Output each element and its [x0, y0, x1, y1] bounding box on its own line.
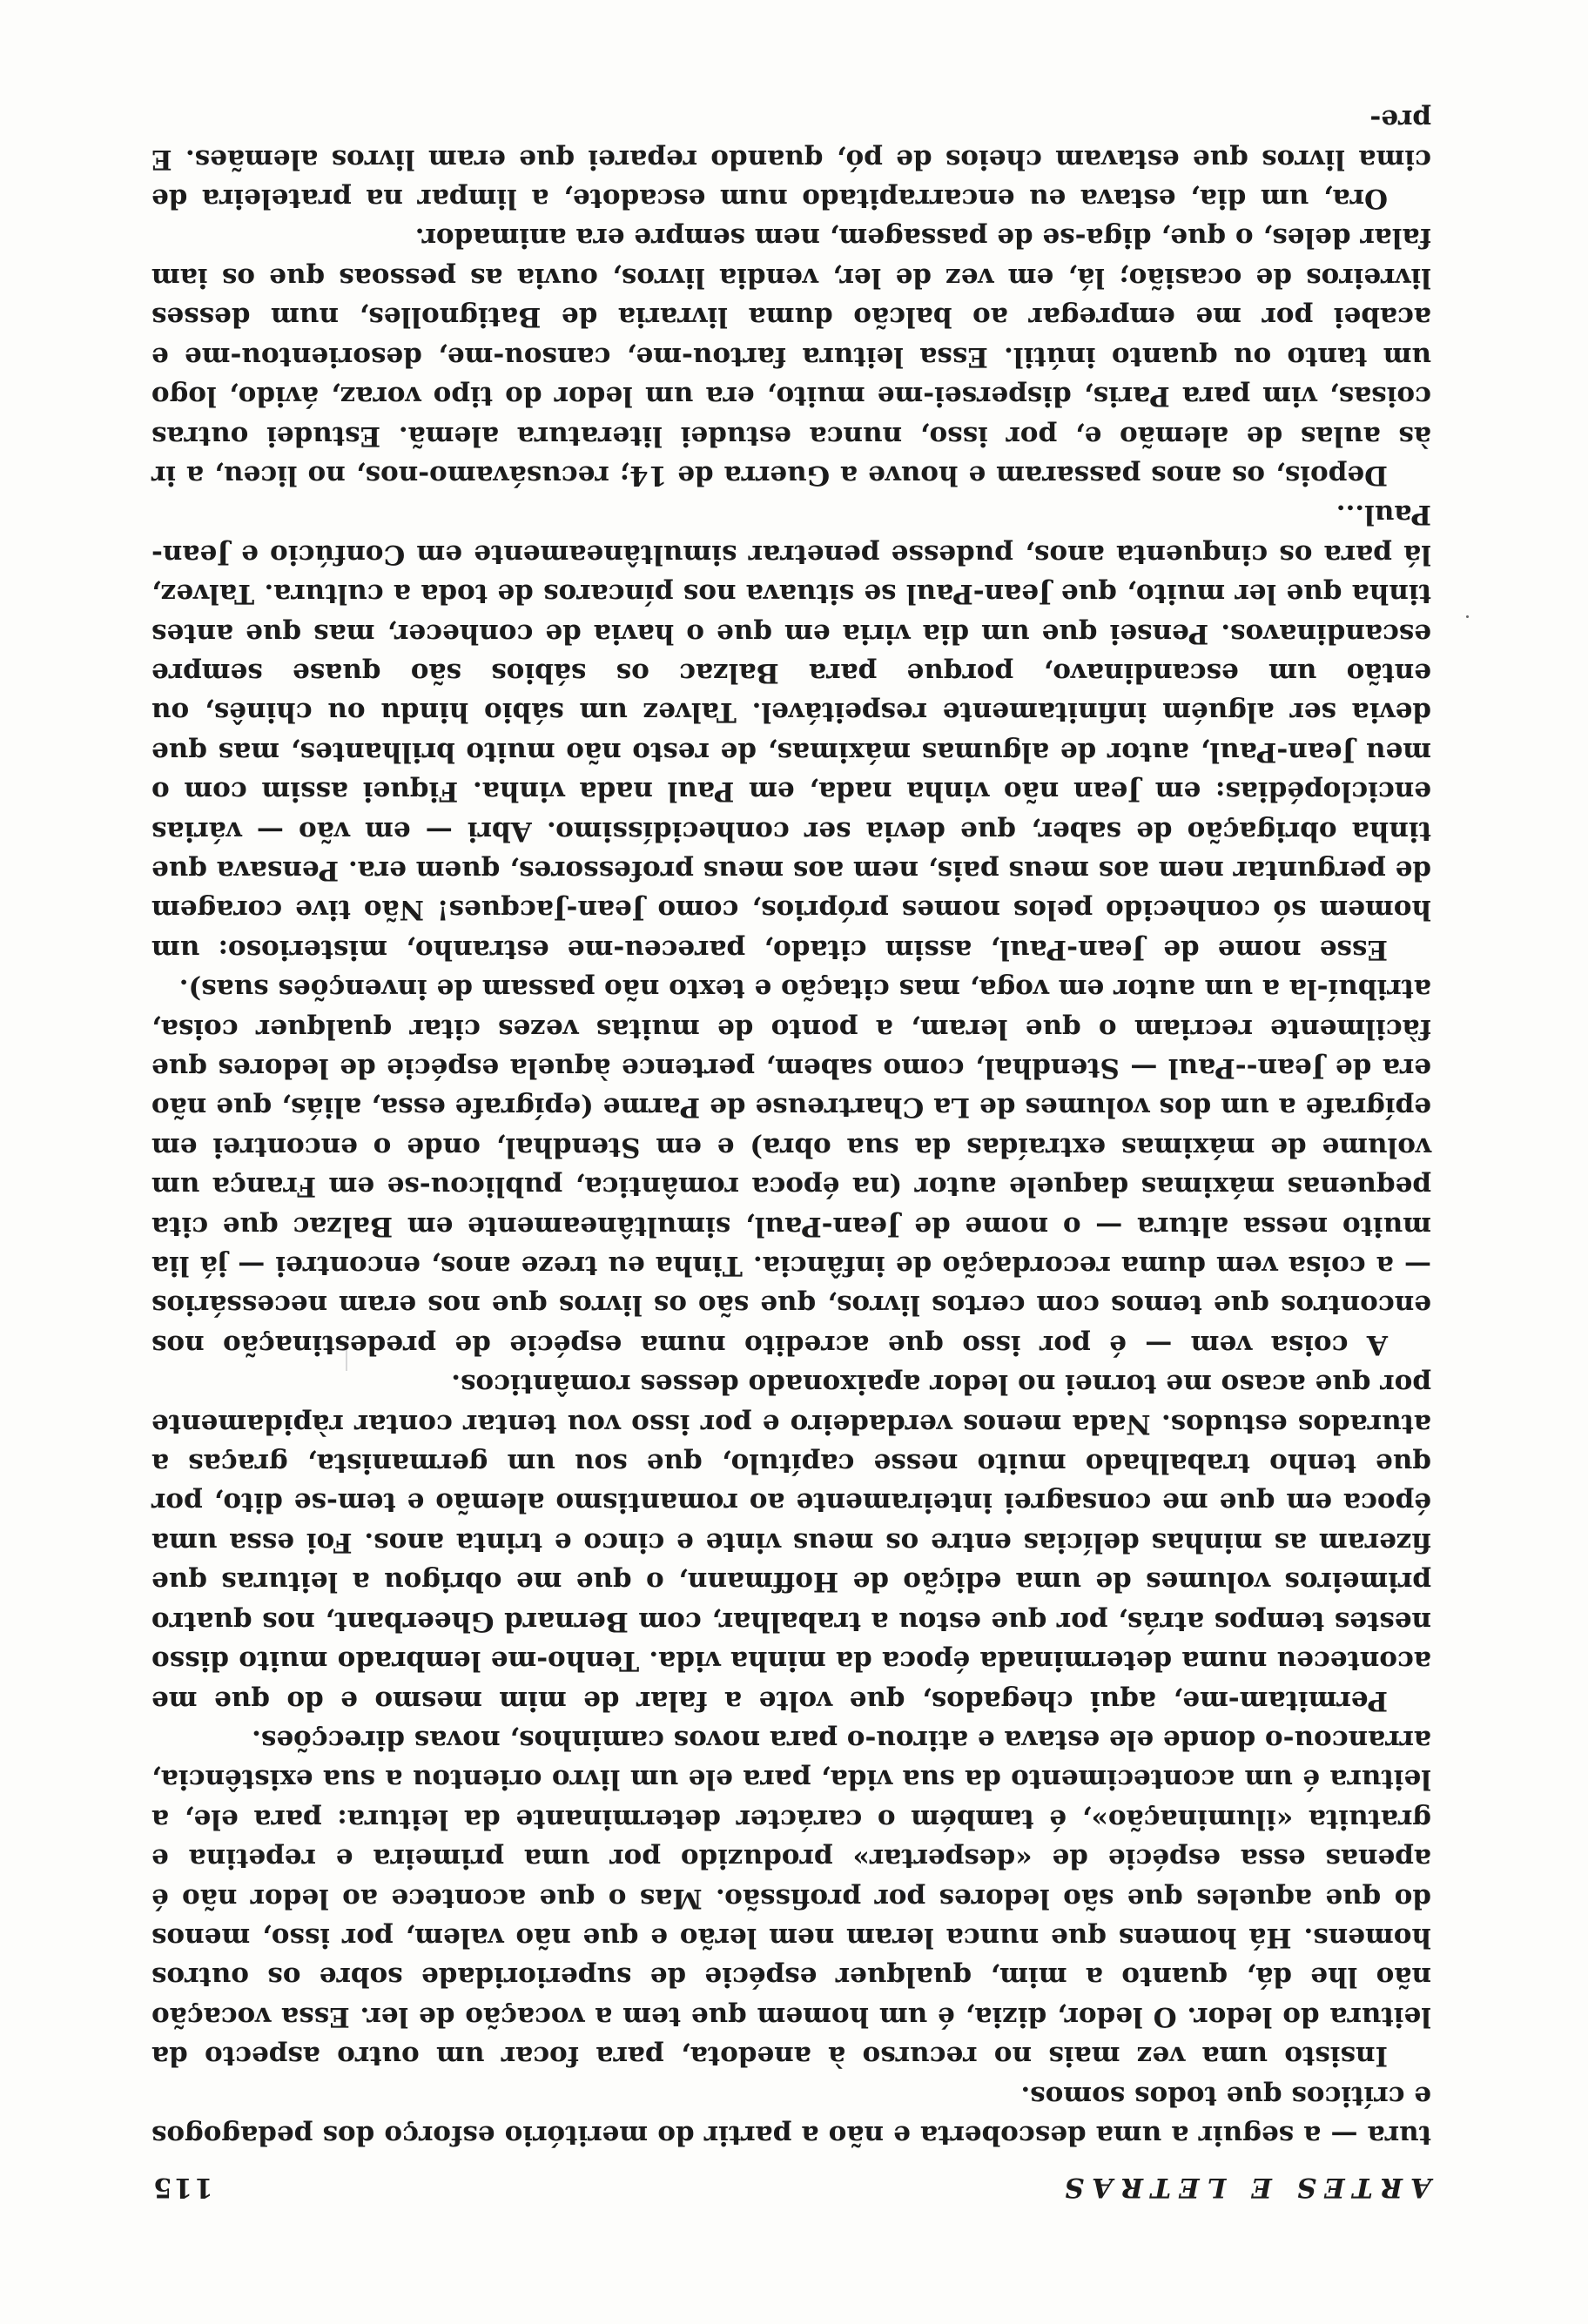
paragraph: Insisto uma vez mais no recurso à anedota, para focar um outro aspecto da leitura do ledor. O ledor, dizia, é um homem que tem a vocação de ler. Essa vocação não lhe dá, quanto a mim, qualquer espécie de superioridade sobre os outros homens. Há homens que nunca leram nem lerão e que não valem, por isso, menos do que aqueles que são ledores por profissão. Mas o que acontece ao ledor não é apenas essa espécie de «despertar» produzido por uma primeira e repetina e gratuita «iluminação», é também o carácter determinante da leitura: para ele, a leitura é um acontecimento da sua vida, para ele um livro orientou a sua existência, arrancou-o donde ele estava e atirou-o para novos caminhos, novas direcções. — [151, 1723, 1431, 2072]
paragraph-last: Ora, um dia, estava eu encarrapitado num escadote, a limpar na prateleira de cima livros que estavam cheios de pó, quando reparei que eram livros alemães. E pre- — [151, 104, 1431, 215]
page-number: 115 — [151, 2172, 213, 2203]
ink-speck — [1466, 615, 1469, 618]
page-header — [151, 2154, 1431, 2206]
paragraph: Esse nome de Jean-Paul, assim citado, pareceu-me estranho, misterioso: um homem só conhecido pelos nomes próprios, como Jean-Jacques! Não tive coragem de perguntar nem aos meus pais, nem aos meus professores, quem era. Pensava que tinha obrigação de saber, que devia ser conhecidíssimo. Abri — em vão — várias enciclopédias: em Jean não vinha nada, em Paul nada vinha. Fiquei assim com o meu Jean-Paul, autor de algumas máximas, de resto não muito brilhantes, mas que devia ser alguém infinitamente respeitável. Talvez um sábio hindu ou chinês, ou então um escandinavo, porque para Balzac os sábios são quase sempre escandinavos. Pensei que um dia viria em que o havia de conhecer, mas que antes tinha que ler muito, que Jean-Paul se situava nos píncaros de toda a cultura. Talvez, lá para os cinquenta anos, pudesse penetrar simultâneamente em Confúcio e Jean-Paul... — [151, 499, 1431, 965]
paragraph-continuation: tura — a seguir a uma descoberta e não a partir do meritório esforço dos pedagogos e críticos que todos somos. — [151, 2079, 1431, 2151]
body-text — [151, 99, 1431, 2154]
paragraph: Permitam-me, aqui chegados, que volte a falar de mim mesmo e do que me aconteceu numa determinada época da minha vida. Tenho-me lembrado muito disso nestes tempos atrás, por que estou a trabalhar, com Bernard Gheerbant, nos quatro primeiros volumes de uma edição de Hoffmann, o que me obrigou a leituras que fizeram as minhas delícias entre os meus vinte e cinco e trinta anos. Foi essa uma época em que me consagrei inteiramente ao romantismo alemão e tem-se dito, por que tenho trabalhado muito nesse capítulo, que sou um germanista, graças a aturados estudos. Nada menos verdadeiro e por isso vou tentar contar ràpidamente por que acaso me tornei no ledor apaixonado desses românticos. — [151, 1368, 1431, 1716]
running-title: ARTES E LETRAS — [1056, 2172, 1431, 2203]
paragraph: A coisa vem — é por isso que acredito numa espécie de predestinação nos encontros que temos com certos livros, que são os livros que nos eram necessários — a coisa vem duma recordação de infância. Tinha eu treze anos, encontrei — já lia muito nessa altura — o nome de Jean-Paul, simultâneamente em Balzac que cita pequenas máximas daquele autor (na época romântica, publicou-se em França um volume de máximas extraídas da sua obra) e em Stendhal, onde o encontrei em epígrafe a um dos volumes de La Chartreuse de Parme (epígrafe essa, aliás, que não era de Jean--Paul — Stendhal, como sabem, pertence àquela espécie de ledores que fàcilmente recriam o que leram, a ponto de muitas vezes citar qualquer coisa, atribuí-la a um autor em voga, mas citação e texto não passam de invenções suas). — [151, 973, 1431, 1360]
page-content — [151, 99, 1431, 2206]
paragraph: Depois, os anos passaram e houve a Guerra de 14; recusávamo-nos, no liceu, a ir às aulas de alemão e, por isso, nunca estudei literatura alemã. Estudei outras coisas, vim para Paris, dispersei-me muito, era um ledor do tipo voraz, ávido, logo um tanto ou quanto inútil. Essa leitura fartou-me, cansou-me, desorientou-me e acabei por me empregar ao balcão duma livraria de Batignolles, num desses livreiros de ocasião; lá, em vez de ler, vendia livros, ouvia as pessoas que os iam falar deles, o que, diga-se de passagem, nem sempre era animador. — [151, 222, 1431, 491]
